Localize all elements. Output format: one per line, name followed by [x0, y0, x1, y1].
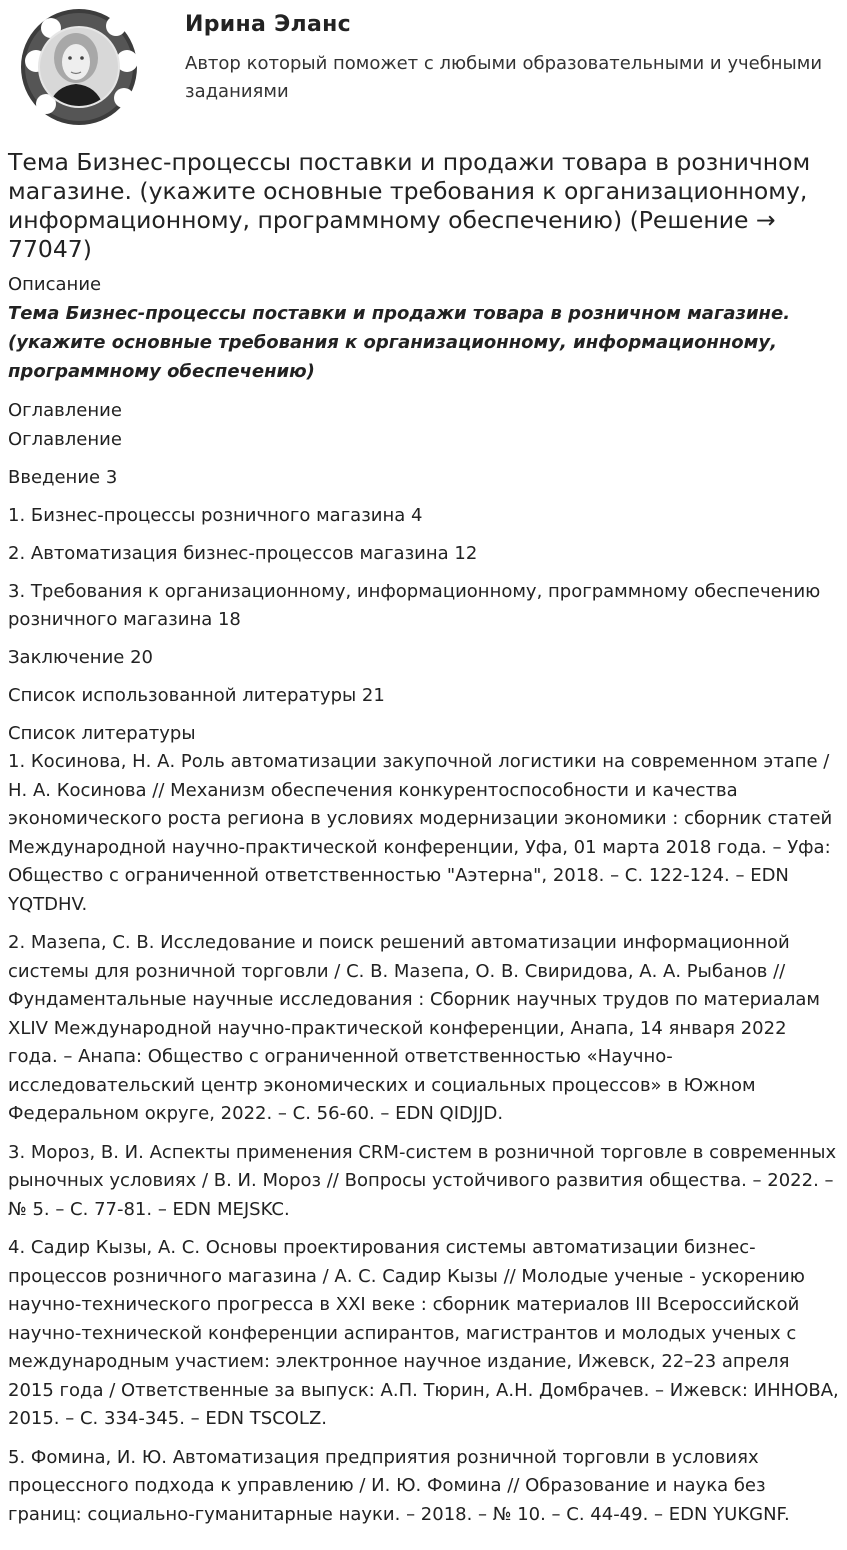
bibliography-item: 2. Мазепа, С. В. Исследование и поиск решений автоматизации информационной системы для розничной торговли / С. В. Мазепа, О. В. Свиридова, А. А. Рыбанов // Фундаментальные научные исследования : Сборник научных трудов по материалам XLIV Международной научно-практической конференции, Анапа, 14 января 2022 года. – Анапа: Общество с ограниченной ответственностью «Научно-исследовательский центр экономических и социальных процессов» в Южном Федеральном округе, 2022. – С. 56-60. – EDN QIDJJD.	[8, 932, 820, 1124]
table-of-contents	[8, 464, 840, 710]
bibliography-item: 3. Мороз, В. И. Аспекты применения CRM-систем в розничной торговле в современных рыночных условиях / В. И. Мороз // Вопросы устойчивого развития общества. – 2022. – № 5. – С. 77-81. – EDN MEJSKC.	[8, 1141, 837, 1220]
toc-item: Список использованной литературы 21	[8, 685, 385, 706]
author-avatar[interactable]	[6, 6, 152, 128]
bibliography-list	[8, 748, 840, 1529]
toc-item: Заключение 20	[8, 647, 153, 668]
main-content	[8, 148, 840, 1539]
author-header	[0, 0, 847, 135]
author-description: Автор который поможет с любыми образовательными и учебными заданиями	[185, 53, 823, 102]
bibliography-item: 5. Фомина, И. Ю. Автоматизация предприятия розничной торговли в условиях процессного подхода к управлению / И. Ю. Фомина // Образование и наука без границ: социально-гуманитарные науки. – 2018. – № 10. – С. 44-49. – EDN YUKGNF.	[8, 1446, 790, 1525]
toc-item: Введение 3	[8, 467, 118, 488]
toc-item: 1. Бизнес-процессы розничного магазина 4	[8, 505, 423, 526]
description-label: Описание	[8, 274, 102, 295]
bibliography-item: 1. Косинова, Н. А. Роль автоматизации закупочной логистики на современном этапе / Н. А. Косинова // Механизм обеспечения конкурентоспособности и качества экономического роста региона в условиях модернизации экономики : сборник статей Международной научно-практической конференции, Уфа, 01 марта 2018 года. – Уфа: Общество с ограниченной ответственностью "Аэтерна", 2018. – С. 122-124. – EDN YQTDHV.	[8, 751, 833, 915]
bibliography-item: 4. Садир Кызы, А. С. Основы проектирования системы автоматизации бизнес-процессов розничного магазина / А. С. Садир Кызы // Молодые ученые - ускорению научно-технического прогресса в XXI веке : сборник материалов III Всероссийской научно-технической конференции аспирантов, магистрантов и молодых ученых с международным участием: электронное научное издание, Ижевск, 22–23 апреля 2015 года / Ответственные за выпуск: А.П. Тюрин, А.Н. Домбрачев. – Ижевск: ИННОВА, 2015. – С. 334-345. – EDN TSCOLZ.	[8, 1237, 839, 1429]
toc-heading: Оглавление	[8, 400, 122, 421]
author-name[interactable]: Ирина Эланс	[185, 12, 351, 37]
film-reel-avatar-icon	[6, 6, 152, 128]
description-text: Тема Бизнес-процессы поставки и продажи товара в розничном магазине. (укажите основные требования к организационному, информационному, программному обеспечению)	[8, 303, 791, 382]
toc-item: 2. Автоматизация бизнес-процессов магазина 12	[8, 543, 478, 564]
bibliography-heading: Список литературы	[8, 723, 196, 744]
toc-item: 3. Требования к организационному, информационному, программному обеспечению розничного магазина 18	[8, 581, 821, 630]
page-title: Тема Бизнес-процессы поставки и продажи товара в розничном магазине. (укажите основные требования к организационному, информационному, программному обеспечению) (Решение → 77047)	[8, 148, 811, 263]
toc-heading-repeat: Оглавление	[8, 429, 122, 450]
